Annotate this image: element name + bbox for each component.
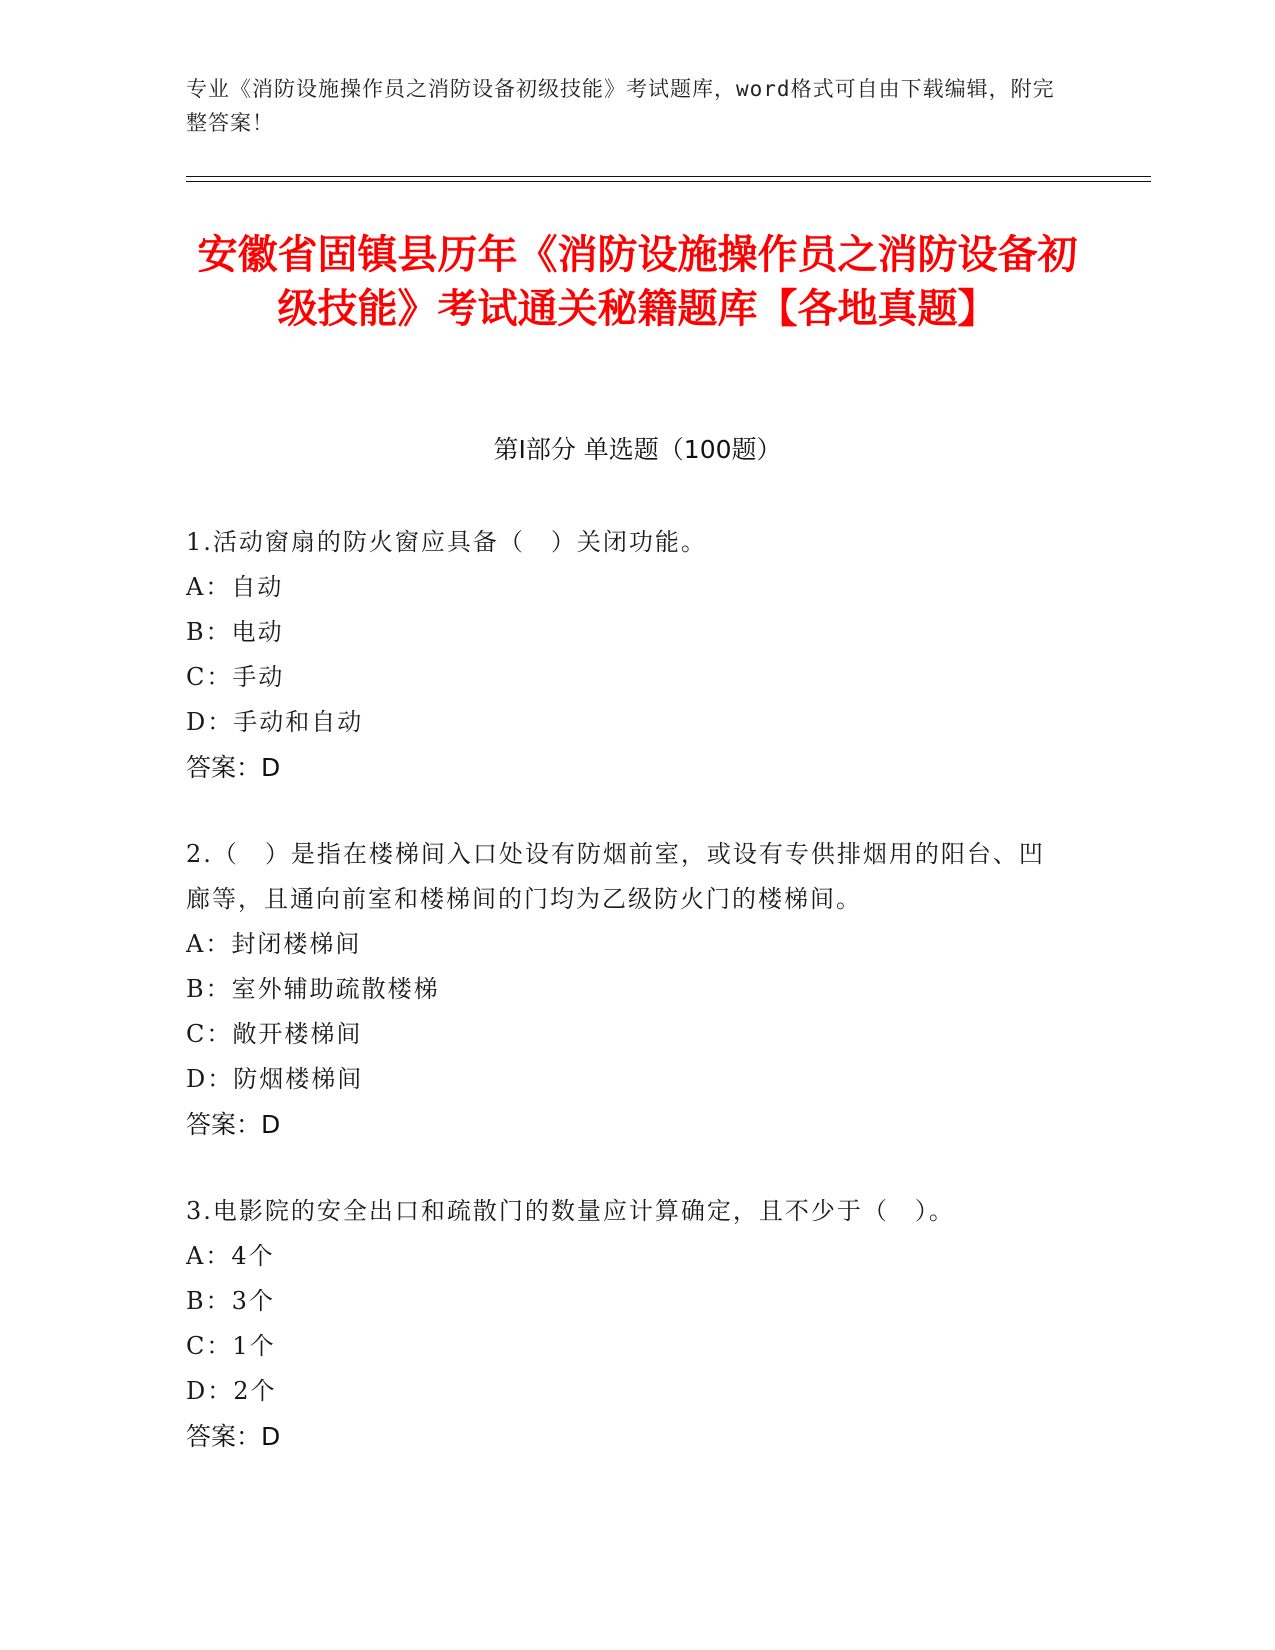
answer: 答案：D [186,753,281,782]
header-note: 专业《消防设施操作员之消防设备初级技能》考试题库，word格式可自由下载编辑，附完整答案！ [186,77,1055,135]
section-title: 第Ⅰ部分 单选题（100题） [493,435,782,464]
question-stem: 3.电影院的安全出口和疏散门的数量应计算确定，且不少于（ ）。 [186,1197,955,1225]
header-divider-bottom [186,181,1151,182]
question-3 [186,1189,1066,1459]
question-stem: 1.活动窗扇的防火窗应具备（ ）关闭功能。 [186,528,707,556]
document-title: 安徽省固镇县历年《消防设施操作员之消防设备初级技能》考试通关秘籍题库【各地真题】 [197,232,1078,332]
question-2 [186,832,1066,1147]
option-b: B：电动 [186,618,284,646]
option-a: A：4个 [186,1242,275,1270]
question-1 [186,520,1066,790]
option-a: A：封闭楼梯间 [186,930,362,958]
question-list [186,520,1066,1501]
option-a: A：自动 [186,573,284,601]
option-c: C：敞开楼梯间 [186,1020,363,1048]
answer: 答案：D [186,1422,281,1451]
option-c: C：手动 [186,663,285,691]
question-stem: 2.（ ）是指在楼梯间入口处设有防烟前室，或设有专供排烟用的阳台、凹廊等，且通向前室和楼梯间的门均为乙级防火门的楼梯间。 [186,840,1045,913]
option-b: B：室外辅助疏散楼梯 [186,975,440,1003]
option-c: C：1个 [186,1332,276,1360]
option-d: D：防烟楼梯间 [186,1065,364,1093]
option-b: B：3个 [186,1287,275,1315]
option-d: D：手动和自动 [186,708,364,736]
option-d: D：2个 [186,1377,277,1405]
answer: 答案：D [186,1110,281,1139]
header-divider-top [186,176,1151,177]
